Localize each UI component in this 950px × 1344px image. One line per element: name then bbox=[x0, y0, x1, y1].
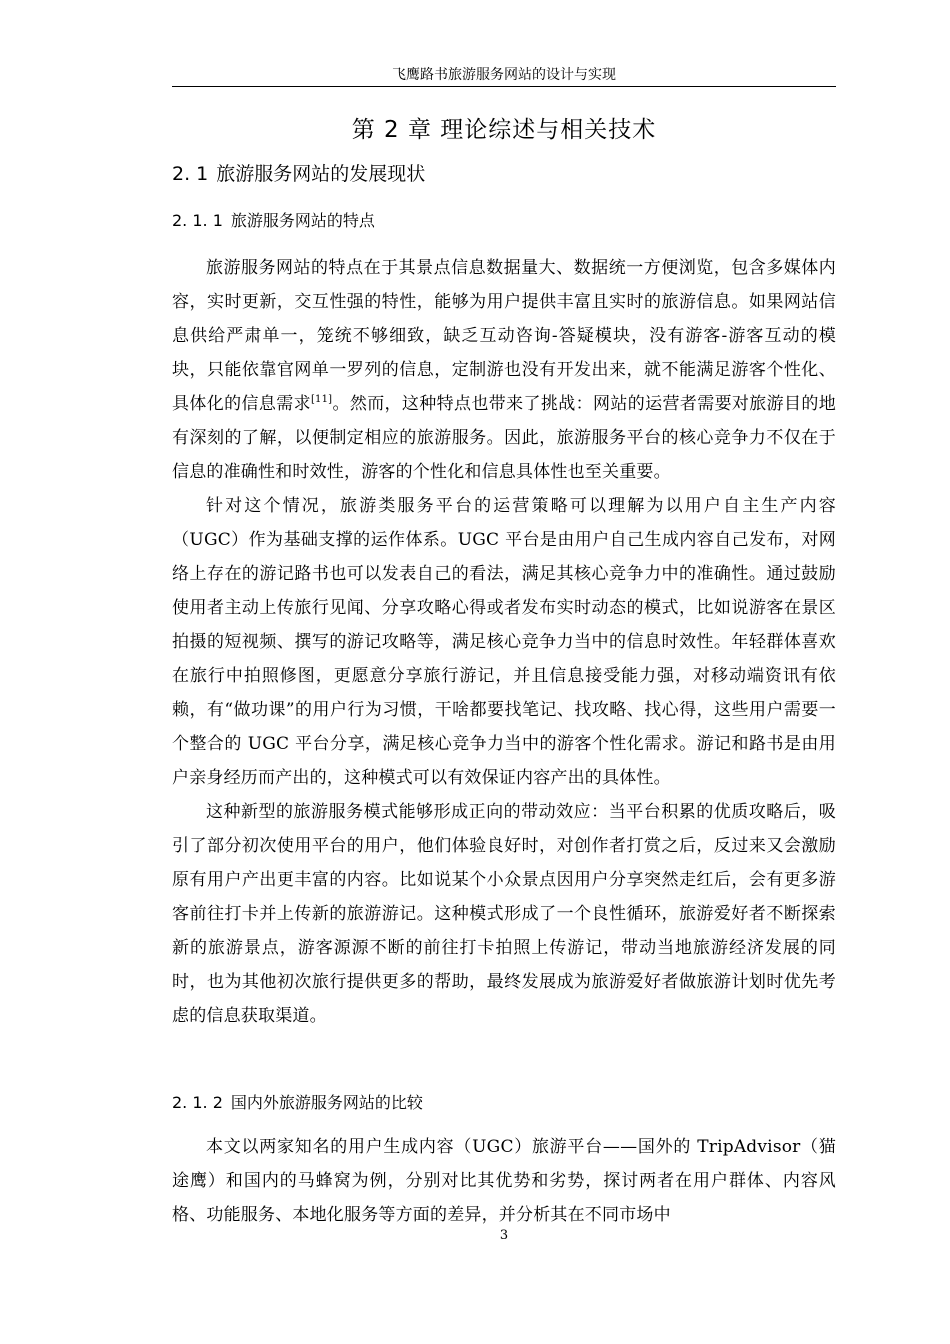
subsection-number: 2. 1. 2 bbox=[172, 1093, 223, 1112]
citation-reference: [11] bbox=[310, 394, 333, 405]
paragraph bbox=[172, 251, 836, 489]
running-header: 飞鹰路书旅游服务网站的设计与实现 bbox=[392, 67, 616, 83]
section-title: 旅游服务网站的发展现状 bbox=[216, 163, 426, 185]
section-heading bbox=[172, 161, 425, 187]
paragraph-text: 。然而，这种特点也带来了挑战：网站的运营者需要对旅游目的地有深刻的了解，以便制定相应的旅游服务。因此，旅游服务平台的核心竞争力不仅在于信息的准确性和时效性，游客的个性化和信息具体性也至关重要。 bbox=[172, 394, 836, 482]
subsection-title: 旅游服务网站的特点 bbox=[230, 211, 375, 230]
paragraph: 本文以两家知名的用户生成内容（UGC）旅游平台——国外的 TripAdvisor（猫途鹰）和国内的马蜂窝为例，分别对比其优势和劣势，探讨两者在用户群体、内容风格、功能服务、本地化服务等方面的差异，并分析其在不同市场中 bbox=[172, 1137, 836, 1225]
header-rule bbox=[172, 86, 836, 87]
subsection-title: 国内外旅游服务网站的比较 bbox=[230, 1093, 423, 1112]
paragraph: 针对这个情况，旅游类服务平台的运营策略可以理解为以用户自主生产内容（UGC）作为基础支撑的运作体系。UGC 平台是由用户自己生成内容自己发布，对网络上存在的游记路书也可以发表自己的看法，满足其核心竞争力中的准确性。通过鼓励使用者主动上传旅行见闻、分享攻略心得或者发布实时动态的模式，比如说游客在景区拍摄的短视频、撰写的游记攻略等，满足核心竞争力当中的信息时效性。年轻群体喜欢在旅行中拍照修图，更愿意分享旅行游记，并且信息接受能力强，对移动端资讯有依赖，有“做功课”的用户行为习惯，干啥都要找笔记、找攻略、找心得，这些用户需要一个整合的 UGC 平台分享，满足核心竞争力当中的游客个性化需求。游记和路书是由用户亲身经历而产出的，这种模式可以有效保证内容产出的具体性。 bbox=[172, 496, 836, 788]
subsection-body bbox=[172, 1130, 836, 1232]
chapter-title: 第 2 章 理论综述与相关技术 bbox=[351, 117, 657, 143]
section-number: 2. 1 bbox=[172, 163, 209, 185]
subsection-heading bbox=[172, 210, 375, 232]
paragraph: 这种新型的旅游服务模式能够形成正向的带动效应：当平台积累的优质攻略后，吸引了部分初次使用平台的用户，他们体验良好时，对创作者打赏之后，反过来又会激励原有用户产出更丰富的内容。比如说某个小众景点因用户分享突然走红后，会有更多游客前往打卡并上传新的旅游游记。这种模式形成了一个良性循环，旅游爱好者不断探索新的旅游景点，游客源源不断的前往打卡拍照上传游记，带动当地旅游经济发展的同时，也为其他初次旅行提供更多的帮助，最终发展成为旅游爱好者做旅游计划时优先考虑的信息获取渠道。 bbox=[172, 802, 836, 1026]
paragraph-text: 旅游服务网站的特点在于其景点信息数据量大、数据统一方便浏览，包含多媒体内容，实时更新，交互性强的特性，能够为用户提供丰富且实时的旅游信息。如果网站信息供给严肃单一，笼统不够细致，缺乏互动咨询-答疑模块，没有游客-游客互动的模块，只能依靠官网单一罗列的信息，定制游也没有开发出来，就不能满足游客个性化、具体化的信息需求 bbox=[172, 258, 836, 414]
subsection-number: 2. 1. 1 bbox=[172, 211, 223, 230]
subsection-heading bbox=[172, 1092, 423, 1114]
page-number: 3 bbox=[499, 1228, 509, 1243]
subsection-body bbox=[172, 251, 836, 1033]
